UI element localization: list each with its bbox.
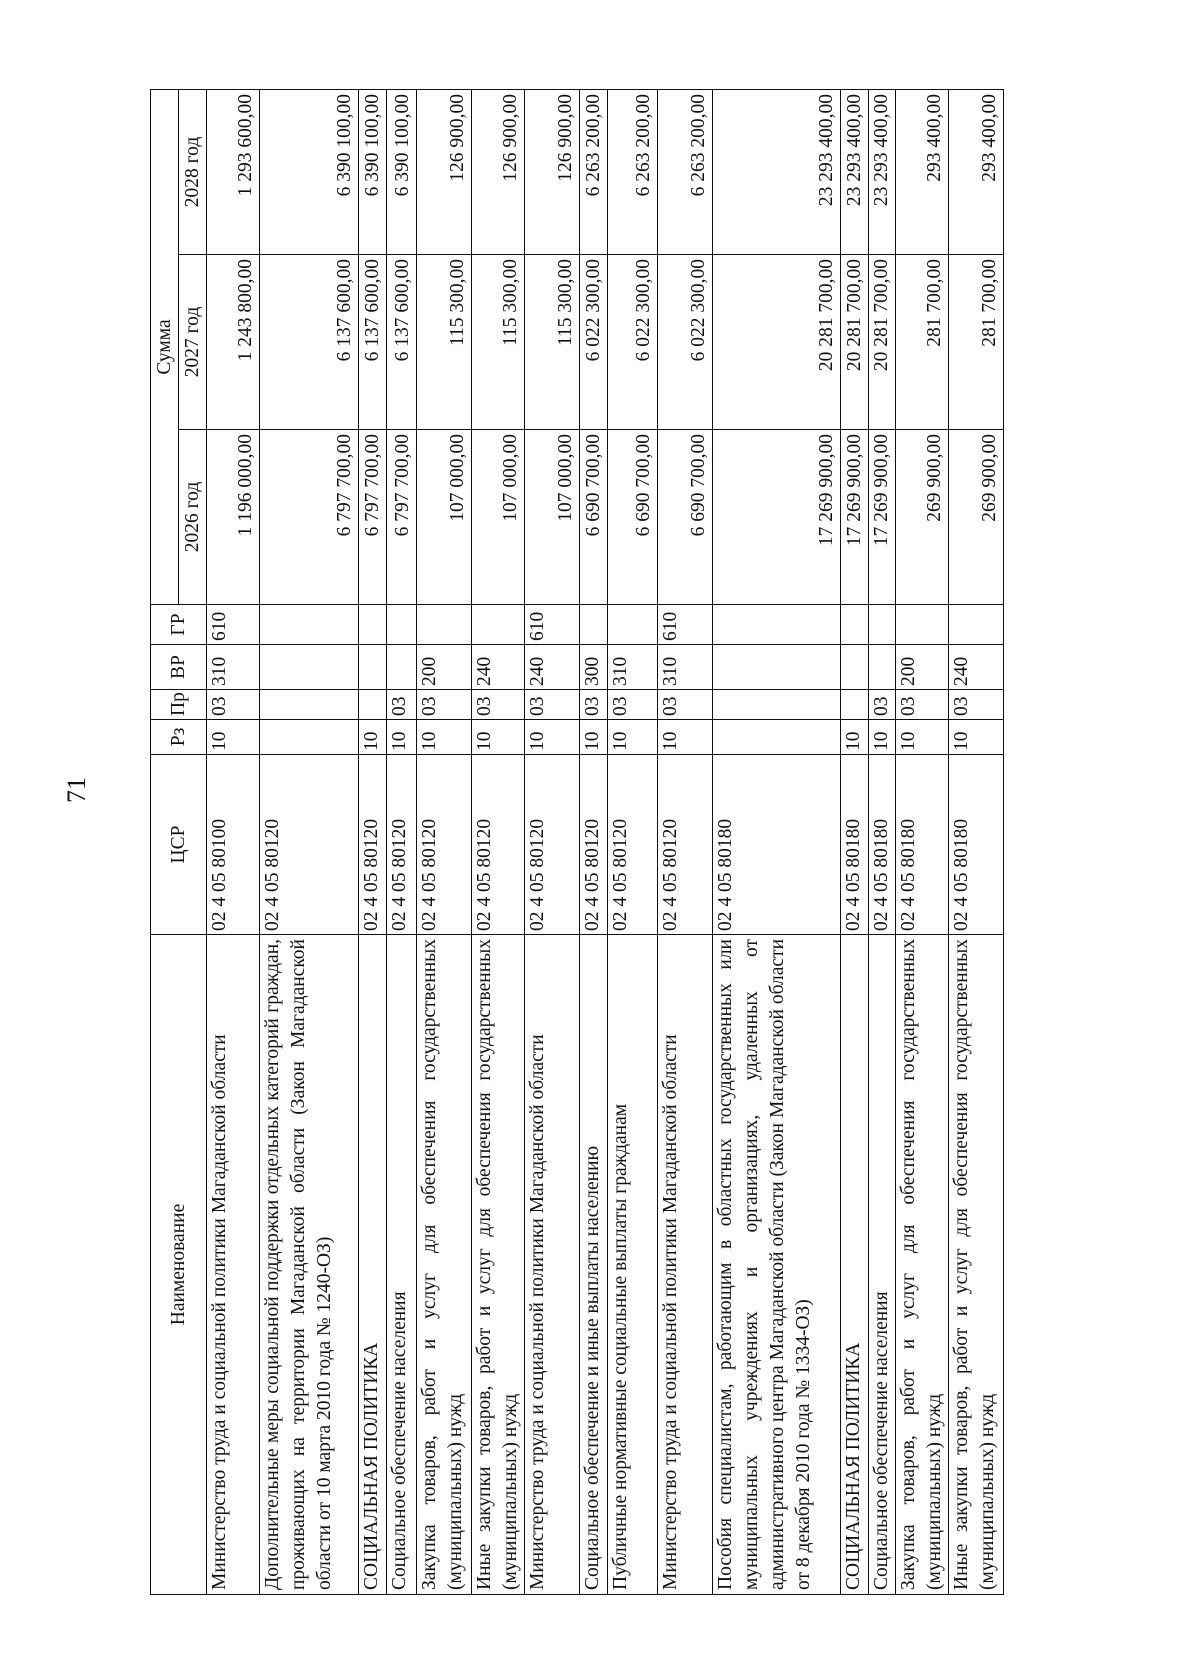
cell-rz: 10 <box>417 720 472 755</box>
table-row <box>260 90 359 1595</box>
table-row <box>472 90 525 1595</box>
cell-csr: 02 4 05 80180 <box>949 755 1004 935</box>
cell-csr: 02 4 05 80100 <box>207 755 260 935</box>
cell-pr: 03 <box>869 690 896 720</box>
cell-csr: 02 4 05 80180 <box>869 755 896 935</box>
cell-csr: 02 4 05 80120 <box>260 755 359 935</box>
cell-y2028: 1 293 600,00 <box>207 90 260 255</box>
cell-y2026: 6 797 700,00 <box>387 430 417 605</box>
cell-vr: 240 <box>472 645 525 690</box>
cell-vr: 300 <box>580 645 608 690</box>
cell-pr: 03 <box>658 690 713 720</box>
table-row <box>525 90 580 1595</box>
cell-vr: 200 <box>417 645 472 690</box>
cell-vr: 240 <box>525 645 580 690</box>
cell-pr: 03 <box>472 690 525 720</box>
budget-table-container <box>150 90 1002 1595</box>
cell-y2028: 293 400,00 <box>949 90 1004 255</box>
cell-name: Социальное обеспечение населения <box>869 935 896 1595</box>
cell-y2028: 6 263 200,00 <box>580 90 608 255</box>
cell-y2027: 6 022 300,00 <box>608 255 658 430</box>
cell-pr <box>713 690 841 720</box>
cell-y2027: 281 700,00 <box>896 255 949 430</box>
cell-rz: 10 <box>869 720 896 755</box>
table-body <box>207 90 1004 1595</box>
cell-name: Иные закупки товаров, работ и услуг для обеспечения государственных (муниципальных) нужд <box>472 935 525 1595</box>
header-csr: ЦСР <box>151 755 207 935</box>
cell-y2028: 6 263 200,00 <box>658 90 713 255</box>
cell-y2028: 126 900,00 <box>417 90 472 255</box>
cell-gr <box>713 605 841 645</box>
cell-y2026: 17 269 900,00 <box>869 430 896 605</box>
cell-y2027: 115 300,00 <box>417 255 472 430</box>
cell-y2028: 6 390 100,00 <box>260 90 359 255</box>
cell-gr <box>417 605 472 645</box>
cell-gr <box>260 605 359 645</box>
cell-pr: 03 <box>417 690 472 720</box>
cell-vr: 310 <box>608 645 658 690</box>
cell-csr: 02 4 05 80180 <box>896 755 949 935</box>
cell-vr <box>713 645 841 690</box>
cell-name: Закупка товаров, работ и услуг для обеспечения государственных (муниципальных) нужд <box>896 935 949 1595</box>
cell-csr: 02 4 05 80120 <box>608 755 658 935</box>
cell-y2028: 126 900,00 <box>472 90 525 255</box>
cell-pr: 03 <box>949 690 1004 720</box>
table-row <box>608 90 658 1595</box>
cell-pr <box>260 690 359 720</box>
cell-rz: 10 <box>580 720 608 755</box>
cell-name: Пособия специалистам, работающим в областных государственных или муниципальных учреждениях и организациях, удаленных от административного центра Магаданской области (Закон Магаданской области от 8 декабря 2010 года № 1334-ОЗ) <box>713 935 841 1595</box>
table-row <box>949 90 1004 1595</box>
cell-y2028: 6 390 100,00 <box>359 90 387 255</box>
cell-csr: 02 4 05 80120 <box>387 755 417 935</box>
cell-y2028: 293 400,00 <box>896 90 949 255</box>
cell-rz: 10 <box>608 720 658 755</box>
table-row <box>417 90 472 1595</box>
cell-rz: 10 <box>841 720 869 755</box>
cell-pr: 03 <box>207 690 260 720</box>
cell-rz: 10 <box>387 720 417 755</box>
cell-gr <box>841 605 869 645</box>
cell-y2027: 20 281 700,00 <box>841 255 869 430</box>
cell-y2026: 269 900,00 <box>896 430 949 605</box>
table-row <box>387 90 417 1595</box>
cell-y2027: 1 243 800,00 <box>207 255 260 430</box>
header-pr: Пр <box>151 690 207 720</box>
cell-gr <box>869 605 896 645</box>
cell-gr: 610 <box>525 605 580 645</box>
cell-y2026: 6 690 700,00 <box>658 430 713 605</box>
cell-gr: 610 <box>658 605 713 645</box>
cell-vr <box>260 645 359 690</box>
cell-y2027: 6 022 300,00 <box>580 255 608 430</box>
cell-csr: 02 4 05 80180 <box>713 755 841 935</box>
cell-y2027: 6 137 600,00 <box>359 255 387 430</box>
cell-name: Закупка товаров, работ и услуг для обеспечения государственных (муниципальных) нужд <box>417 935 472 1595</box>
cell-y2028: 126 900,00 <box>525 90 580 255</box>
cell-y2026: 107 000,00 <box>417 430 472 605</box>
cell-name: Публичные нормативные социальные выплаты гражданам <box>608 935 658 1595</box>
cell-pr <box>359 690 387 720</box>
cell-vr: 310 <box>207 645 260 690</box>
cell-y2026: 1 196 000,00 <box>207 430 260 605</box>
cell-gr <box>896 605 949 645</box>
cell-name: Социальное обеспечение населения <box>387 935 417 1595</box>
cell-rz: 10 <box>949 720 1004 755</box>
cell-y2027: 115 300,00 <box>525 255 580 430</box>
cell-y2026: 17 269 900,00 <box>841 430 869 605</box>
cell-y2026: 17 269 900,00 <box>713 430 841 605</box>
cell-pr <box>841 690 869 720</box>
cell-y2028: 6 263 200,00 <box>608 90 658 255</box>
cell-rz: 10 <box>472 720 525 755</box>
budget-table <box>150 89 1004 1595</box>
cell-y2027: 281 700,00 <box>949 255 1004 430</box>
cell-csr: 02 4 05 80120 <box>417 755 472 935</box>
cell-csr: 02 4 05 80180 <box>841 755 869 935</box>
cell-y2026: 6 797 700,00 <box>260 430 359 605</box>
cell-vr <box>359 645 387 690</box>
cell-vr <box>869 645 896 690</box>
cell-y2028: 23 293 400,00 <box>841 90 869 255</box>
cell-y2026: 6 690 700,00 <box>580 430 608 605</box>
cell-vr <box>387 645 417 690</box>
cell-y2027: 6 137 600,00 <box>260 255 359 430</box>
cell-pr: 03 <box>896 690 949 720</box>
cell-pr: 03 <box>387 690 417 720</box>
cell-vr: 240 <box>949 645 1004 690</box>
cell-rz: 10 <box>525 720 580 755</box>
cell-y2026: 6 690 700,00 <box>608 430 658 605</box>
header-name: Наименование <box>151 935 207 1595</box>
cell-y2027: 6 137 600,00 <box>387 255 417 430</box>
cell-name: СОЦИАЛЬНАЯ ПОЛИТИКА <box>359 935 387 1595</box>
header-sum: Сумма <box>151 90 179 605</box>
table-row <box>580 90 608 1595</box>
cell-name: Дополнительные меры социальной поддержки отдельных категорий граждан, проживающих на территории Магаданской области (Закон Магаданской области от 10 марта 2010 года № 1240-ОЗ) <box>260 935 359 1595</box>
cell-name: Министерство труда и социальной политики Магаданской области <box>658 935 713 1595</box>
cell-y2026: 6 797 700,00 <box>359 430 387 605</box>
cell-vr: 310 <box>658 645 713 690</box>
cell-y2028: 23 293 400,00 <box>713 90 841 255</box>
header-2027: 2027 год <box>179 255 207 430</box>
cell-vr <box>841 645 869 690</box>
cell-y2028: 23 293 400,00 <box>869 90 896 255</box>
header-vr: ВР <box>151 645 207 690</box>
cell-y2028: 6 390 100,00 <box>387 90 417 255</box>
table-row <box>841 90 869 1595</box>
cell-gr: 610 <box>207 605 260 645</box>
cell-rz <box>713 720 841 755</box>
cell-rz: 10 <box>896 720 949 755</box>
cell-y2027: 115 300,00 <box>472 255 525 430</box>
cell-csr: 02 4 05 80120 <box>525 755 580 935</box>
cell-name: Социальное обеспечение и иные выплаты населению <box>580 935 608 1595</box>
header-rz: Рз <box>151 720 207 755</box>
cell-y2027: 6 022 300,00 <box>658 255 713 430</box>
cell-name: Министерство труда и социальной политики Магаданской области <box>525 935 580 1595</box>
cell-gr <box>608 605 658 645</box>
cell-csr: 02 4 05 80120 <box>472 755 525 935</box>
cell-rz <box>260 720 359 755</box>
cell-gr <box>580 605 608 645</box>
cell-rz: 10 <box>359 720 387 755</box>
cell-gr <box>387 605 417 645</box>
cell-y2026: 107 000,00 <box>472 430 525 605</box>
cell-gr <box>359 605 387 645</box>
cell-y2026: 269 900,00 <box>949 430 1004 605</box>
table-row <box>207 90 260 1595</box>
cell-gr <box>472 605 525 645</box>
cell-y2027: 20 281 700,00 <box>869 255 896 430</box>
table-row <box>359 90 387 1595</box>
cell-csr: 02 4 05 80120 <box>658 755 713 935</box>
cell-rz: 10 <box>207 720 260 755</box>
table-row <box>658 90 713 1595</box>
cell-pr: 03 <box>525 690 580 720</box>
cell-csr: 02 4 05 80120 <box>359 755 387 935</box>
cell-csr: 02 4 05 80120 <box>580 755 608 935</box>
table-row <box>869 90 896 1595</box>
cell-gr <box>949 605 1004 645</box>
header-gr: ГР <box>151 605 207 645</box>
cell-pr: 03 <box>580 690 608 720</box>
cell-name: СОЦИАЛЬНАЯ ПОЛИТИКА <box>841 935 869 1595</box>
cell-name: Министерство труда и социальной политики Магаданской области <box>207 935 260 1595</box>
cell-name: Иные закупки товаров, работ и услуг для обеспечения государственных (муниципальных) нужд <box>949 935 1004 1595</box>
cell-vr: 200 <box>896 645 949 690</box>
cell-pr: 03 <box>608 690 658 720</box>
header-2028: 2028 год <box>179 90 207 255</box>
cell-y2027: 20 281 700,00 <box>713 255 841 430</box>
header-2026: 2026 год <box>179 430 207 605</box>
cell-y2026: 107 000,00 <box>525 430 580 605</box>
page-number: 71 <box>62 777 91 803</box>
cell-rz: 10 <box>658 720 713 755</box>
table-row <box>896 90 949 1595</box>
table-row <box>713 90 841 1595</box>
